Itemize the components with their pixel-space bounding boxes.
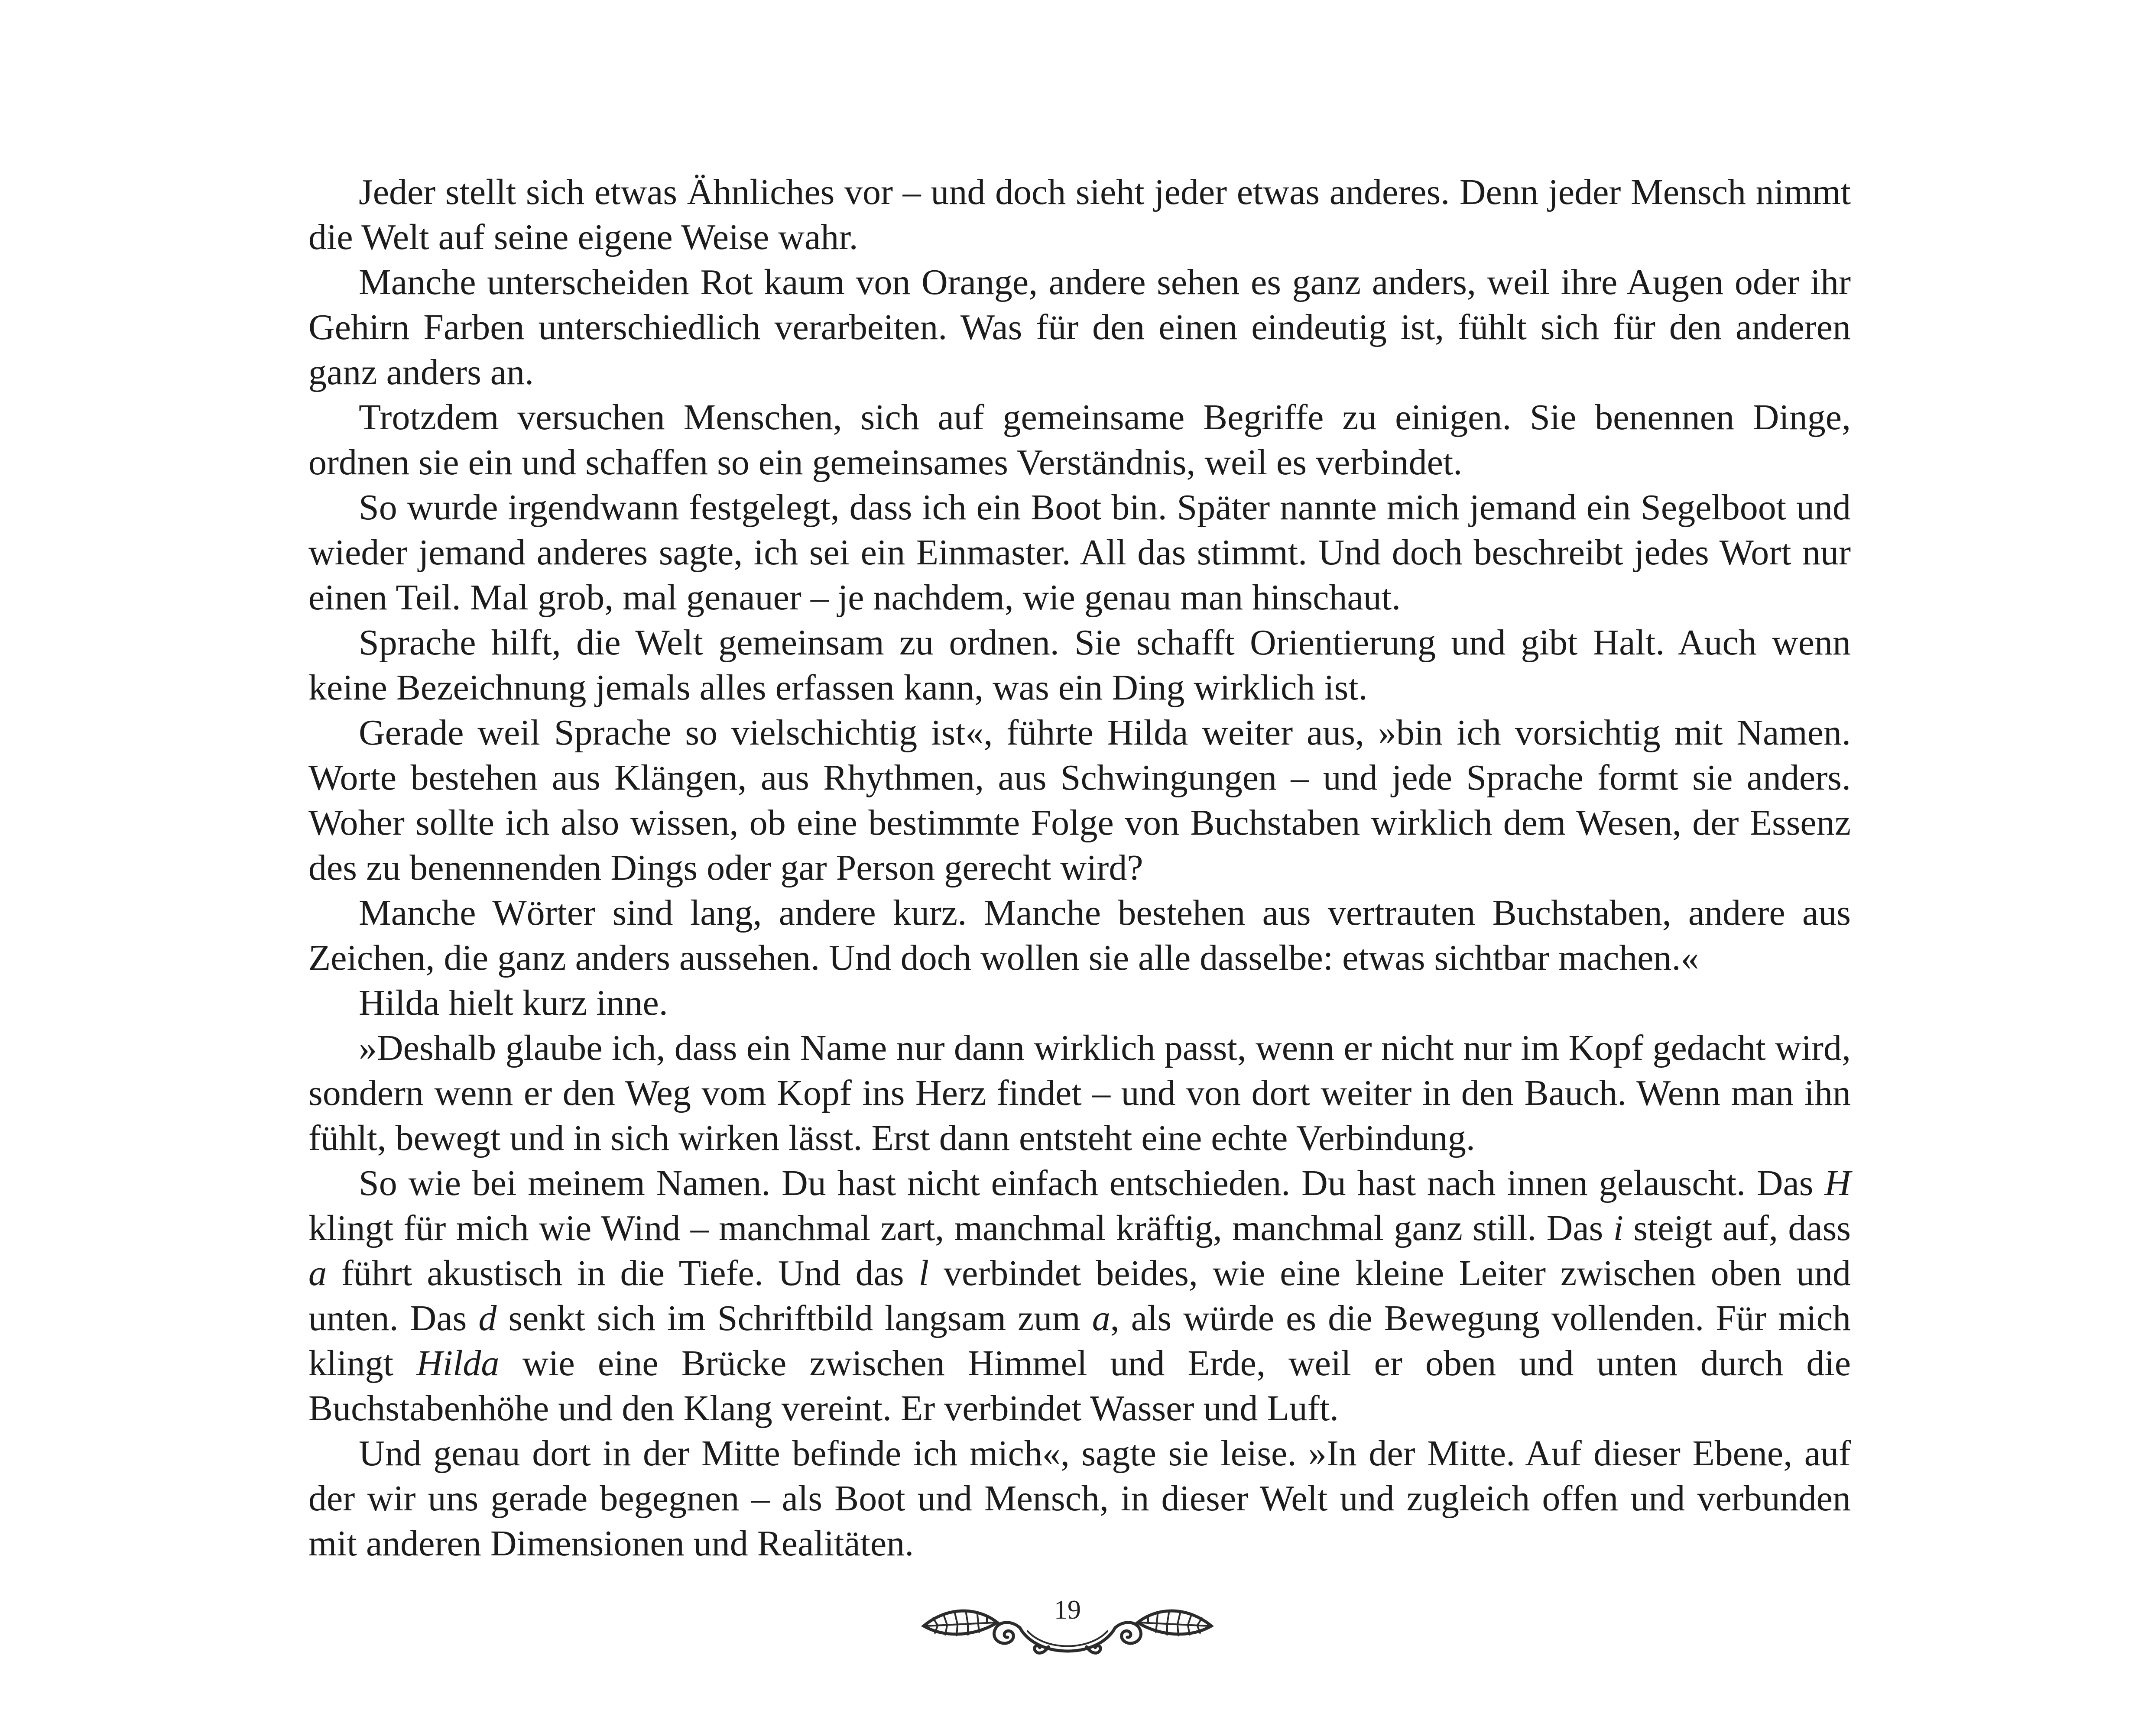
paragraph-text: Und genau dort in der Mitte befinde ich mich«, sagte sie leise. »In der Mitte. Auf dieser Ebene, auf der wir uns gerade begegnen – als Boot und Mensch, in dieser Welt und zugleich offen und verbunden mit anderen Dimensionen und Realitäten.: [308, 1433, 1851, 1564]
paragraph: [308, 1026, 1851, 1161]
ornament-spiral-left: [994, 1623, 1020, 1643]
paragraph-text: Manche unterscheiden Rot kaum von Orange, andere sehen es ganz anders, weil ihre Augen oder ihr Gehirn Farben unterschiedlich verarbeiten. Was für den einen eindeutig ist, fühlt sich für den anderen ganz anders an.: [308, 262, 1851, 392]
paragraph-text: Gerade weil Sprache so vielschichtig ist«, führte Hilda weiter aus, »bin ich vorsichtig mit Namen. Worte bestehen aus Klängen, aus Rhythmen, aus Schwingungen – und jede Sprache formt sie anders. Woher sollte ich also wissen, ob eine bestimmte Folge von Buchstaben wirklich dem Wesen, der Essenz des zu benennenden Dings oder gar Person gerecht wird?: [308, 713, 1851, 888]
paragraph-text: Hilda hielt kurz inne.: [359, 983, 668, 1023]
paragraph: [308, 485, 1851, 620]
paragraph: [308, 710, 1851, 891]
page-footer: [920, 1594, 1215, 1663]
paragraph: [308, 170, 1851, 260]
paragraph-text: senkt sich im Schriftbild langsam zum: [496, 1298, 1092, 1338]
paragraph: [308, 981, 1851, 1026]
body-text: [308, 170, 1851, 1566]
paragraph: [308, 1161, 1851, 1431]
italic-text: i: [1613, 1208, 1623, 1248]
paragraph-text: Sprache hilft, die Welt gemeinsam zu ordnen. Sie schafft Orientierung und gibt Halt. Auch wenn keine Bezeichnung jemals alles erfassen kann, was ein Ding wirklich ist.: [308, 622, 1851, 708]
paragraph-text: Trotzdem versuchen Menschen, sich auf gemeinsame Begriffe zu einigen. Sie benennen Dinge, ordnen sie ein und schaffen so ein gemeinsames Verständnis, weil es verbindet.: [308, 397, 1851, 483]
paragraph: [308, 395, 1851, 485]
paragraph-text: klingt für mich wie Wind – manchmal zart, manchmal kräftig, manchmal ganz still. Das: [308, 1208, 1613, 1248]
paragraph: [308, 620, 1851, 710]
paragraph-text: Manche Wörter sind lang, andere kurz. Manche bestehen aus vertrauten Buchstaben, andere aus Zeichen, die ganz anders aussehen. Und doch wollen sie alle dasselbe: etwas sichtbar machen.«: [308, 893, 1851, 978]
paragraph-text: führt akustisch in die Tiefe. Und das: [327, 1253, 919, 1293]
paragraph-text: So wurde irgendwann festgelegt, dass ich ein Boot bin. Später nannte mich jemand ein Segelboot und wieder jemand anderes sagte, ich sei ein Einmaster. All das stimmt. Und doch beschreibt jedes Wort nur einen Teil. Mal grob, mal genauer – je nachdem, wie genau man hinschaut.: [308, 487, 1851, 618]
paragraph-text: So wie bei meinem Namen. Du hast nicht einfach entschieden. Du hast nach innen gelauscht. Das: [359, 1163, 1825, 1203]
italic-text: Hilda: [416, 1343, 500, 1383]
italic-text: d: [478, 1298, 497, 1338]
italic-text: a: [308, 1253, 327, 1293]
paragraph-text: verbindet beides, wie eine kleine Leiter zwischen oben und unten. Das: [308, 1253, 1851, 1338]
paragraph-text: »Deshalb glaube ich, dass ein Name nur dann wirklich passt, wenn er nicht nur im Kopf gedacht wird, sondern wenn er den Weg vom Kopf ins Herz findet – und von dort weiter in den Bauch. Wenn man ihn fühlt, bewegt und in sich wirken lässt. Erst dann entsteht eine echte Verbindung.: [308, 1028, 1851, 1158]
paragraph: [308, 260, 1851, 395]
page-number: 19: [1054, 1595, 1081, 1625]
italic-text: H: [1824, 1163, 1851, 1203]
paragraph: [308, 891, 1851, 981]
ornament-spiral-right: [1115, 1623, 1141, 1643]
paragraph-text: steigt auf, dass: [1623, 1208, 1851, 1248]
paragraph-text: Jeder stellt sich etwas Ähnliches vor – und doch sieht jeder etwas anderes. Denn jeder Mensch nimmt die Welt auf seine eigene Weise wahr.: [308, 172, 1851, 257]
italic-text: a: [1092, 1298, 1110, 1338]
paragraph-text: , als würde es die Bewegung vollenden. Für mich klingt: [308, 1298, 1851, 1383]
paragraph: [308, 1431, 1851, 1566]
italic-text: l: [918, 1253, 929, 1293]
paragraph-text: wie eine Brücke zwischen Himmel und Erde, weil er oben und unten durch die Buchstabenhöhe und den Klang vereint. Er verbindet Wasser und Luft.: [308, 1343, 1851, 1428]
